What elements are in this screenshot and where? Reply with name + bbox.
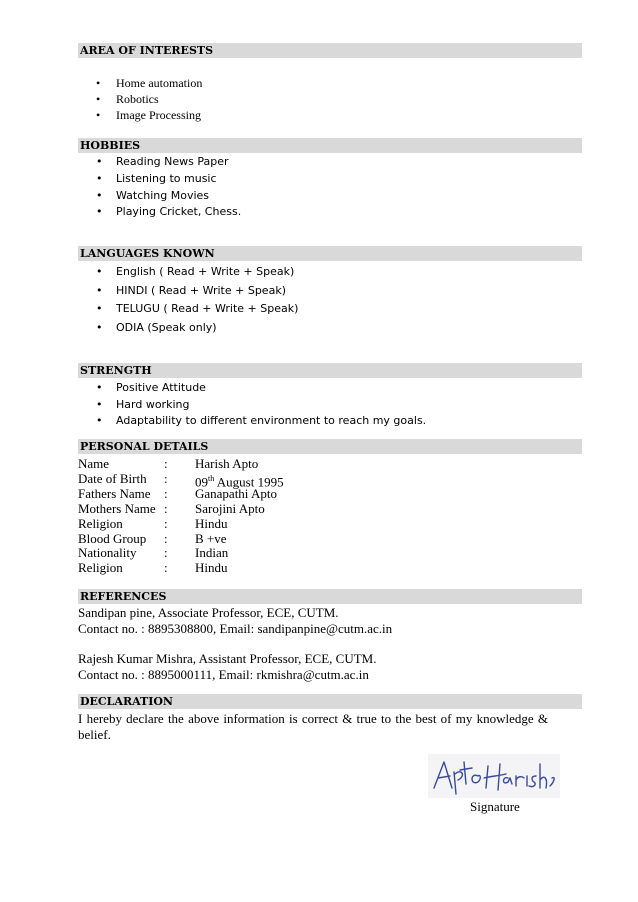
section-header-strength: STRENGTH xyxy=(78,363,582,378)
signature-image xyxy=(428,754,560,798)
section-header-references: REFERENCES xyxy=(78,589,582,604)
section-header-languages: LANGUAGES KNOWN xyxy=(78,246,582,261)
resume-page: AREA OF INTERESTS Home automation Robotics Image Processing HOBBIES Reading News Paper Listening to music Watching Movies Playing Cricket, Chess. LANGUAGES KNOWN English ( Read + Write + Speak) HINDI ( Read + Write + Speak) TELUGU ( Read + Write + Speak) ODIA (Speak only) STRENGTH Positive Attitude Hard working Adaptability to different environment to reach my goals. PERSONAL DETAILS Name : Harish Apto Date of Birth : 09th August 1995 Fathers Name : Ganapathi Apto Mothers Name : Sarojini Apto Religion : Hindu Blood Group : B +ve Nationality : Indian Religion : Hindu REFERENCES Sandipan pine, Associate Professor, ECE, CUTM. Contact no. : 8895308800, Email: sandipanpine@cutm.ac.in Rajesh Kumar Mishra, Assistant Professor, ECE, CUTM. Contact no. : 8895000111, Email: rkmishra@cutm.ac.in DECLARATION I hereby declare the above information is correct & true to the best of my knowledge & belief. Signature xyxy=(0,0,638,902)
reference-line: Sandipan pine, Associate Professor, ECE, CUTM. xyxy=(78,605,339,620)
reference-line: Contact no. : 8895000111, Email: rkmishra@cutm.ac.in xyxy=(78,667,369,682)
section-header-hobbies: HOBBIES xyxy=(78,138,582,153)
section-header-interests: AREA OF INTERESTS xyxy=(78,43,582,58)
declaration-text: I hereby declare the above information is correct & true to the best of my knowledge & belief. xyxy=(78,711,548,742)
signature-label: Signature xyxy=(470,799,520,814)
section-header-declaration: DECLARATION xyxy=(78,694,582,709)
reference-line: Rajesh Kumar Mishra, Assistant Professor, ECE, CUTM. xyxy=(78,651,377,666)
section-header-personal: PERSONAL DETAILS xyxy=(78,439,582,454)
reference-line: Contact no. : 8895308800, Email: sandipanpine@cutm.ac.in xyxy=(78,621,393,636)
